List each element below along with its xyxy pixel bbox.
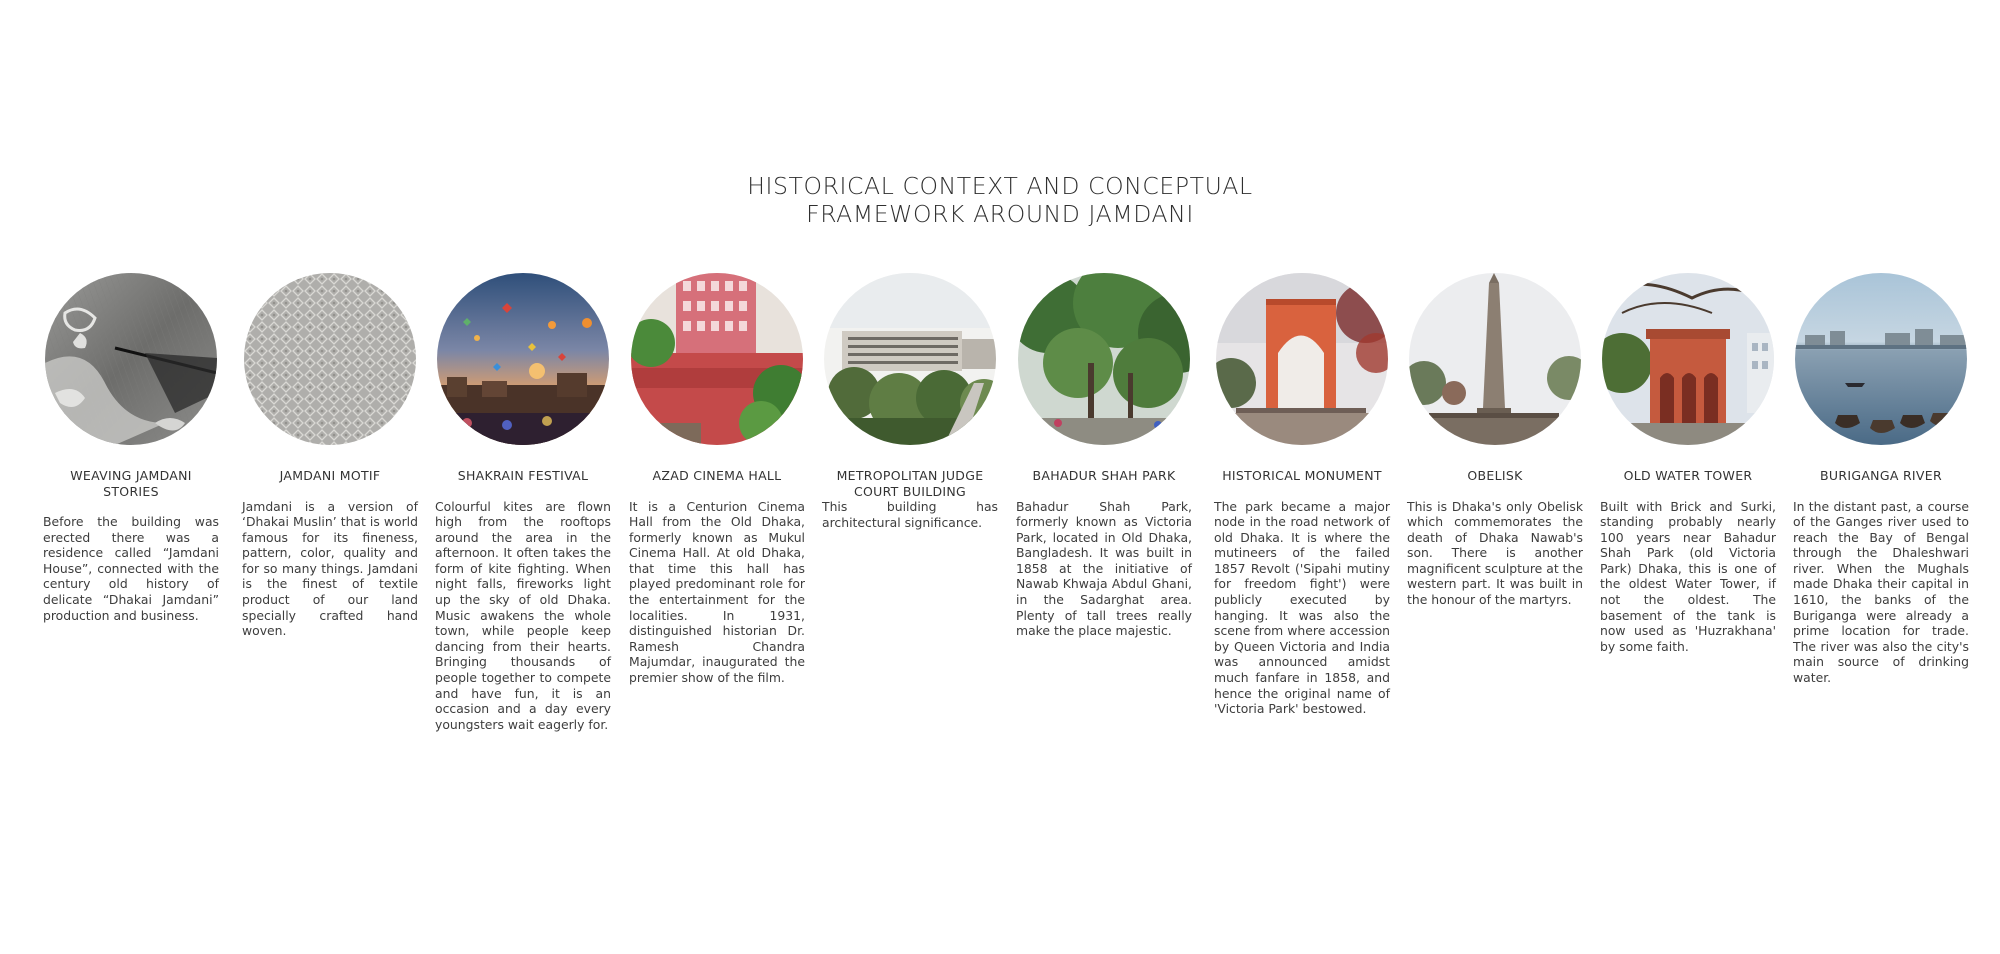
item-title: OBELISK [1467, 468, 1523, 483]
item-obelisk [1407, 273, 1583, 608]
item-shakrain-festival [435, 273, 611, 732]
item-historical-monument [1214, 273, 1390, 717]
item-title-line-1: METROPOLITAN JUDGE [836, 468, 984, 483]
jamdani-weaving-photo [45, 273, 217, 445]
item-description: Bahadur Shah Park, formerly known as Victoria Park, located in Old Dhaka, Bangladesh. It was built in 1858 at the initiative of Nawab Khwaja Abdul Ghani, in the Sadarghat area. Plenty of tall trees really make the place majestic. [1016, 498, 1192, 639]
item-azad-cinema-hall [629, 273, 805, 686]
item-old-water-tower [1600, 273, 1776, 654]
page-title-line-1: HISTORICAL CONTEXT AND CONCEPTUAL [747, 172, 1253, 200]
item-metropolitan-court [822, 273, 998, 530]
item-title: HISTORICAL MONUMENT [1222, 468, 1382, 483]
item-description: In the distant past, a course of the Ganges river used to reach the Bay of Bengal through the Dhaleshwari river. When the Mughals made Dhaka their capital in 1610, the banks of the Buriganga were already a prime location for trade. The river was also the city's main source of drinking water. [1793, 498, 1969, 686]
item-title: SHAKRAIN FESTIVAL [457, 468, 589, 483]
court-building [824, 273, 996, 445]
item-description: The park became a major node in the road network of old Dhaka. It is where the mutineers of the failed 1857 Revolt ('Sipahi mutiny for freedom fight') were publicly executed by hanging. It was also the scene from where accession by Queen Victoria and India was announced amidst much fanfare in 1858, and hence the original name of 'Victoria Park' bestowed. [1214, 498, 1390, 717]
item-description: This building has architectural significance. [822, 499, 998, 530]
page-title [0, 172, 2000, 228]
item-title [822, 468, 998, 499]
item-weaving-jamdani [43, 273, 219, 623]
park-trees [1018, 273, 1190, 445]
item-description: Colourful kites are flown high from the rooftops around the area in the afternoon. It often takes the form of kite fighting. When night falls, fireworks light up the sky of old Dhaka. Music awakens the whole town, while people keep dancing from their hearts. Bringing thousands of people together to compete and have fun, it is an occasion and a day every youngsters wait eagerly for. [435, 498, 611, 732]
page-title-line-2: FRAMEWORK AROUND JAMDANI [806, 200, 1194, 228]
azad-cinema-building [631, 273, 803, 445]
item-title: BAHADUR SHAH PARK [1032, 468, 1176, 483]
item-description: Before the building was erected there was a residence called “Jamdani House”, connected with the century old history of delicate “Dhakai Jamdani” production and business. [43, 514, 219, 623]
item-title: BURIGANGA RIVER [1820, 468, 1942, 483]
kites-festival-sky [437, 273, 609, 445]
item-description: It is a Centurion Cinema Hall from the Old Dhaka, formerly known as Mukul Cinema Hall. At old Dhaka, that time this hall has played predominant role for the entertainment for the localities. In 1931, distinguished historian Dr. Ramesh Chandra Majumdar, inaugurated the premier show of the film. [629, 498, 805, 686]
item-title: OLD WATER TOWER [1623, 468, 1753, 483]
water-tower [1602, 273, 1774, 445]
item-title: JAMDANI MOTIF [279, 468, 381, 483]
item-bahadur-shah-park [1016, 273, 1192, 639]
item-description: Jamdani is a version of ‘Dhakai Muslin’ that is world famous for its fineness, pattern, color, quality and for so many things. Jamdani is the finest of textile product of our land specially crafted hand woven. [242, 498, 418, 639]
item-title: WEAVING JAMDANI STORIES [70, 468, 192, 499]
monument-arch [1216, 273, 1388, 445]
item-title: AZAD CINEMA HALL [652, 468, 782, 483]
item-title-line-2: COURT BUILDING [853, 483, 967, 499]
obelisk [1409, 273, 1581, 445]
item-jamdani-motif [242, 273, 418, 639]
item-buriganga-river [1793, 273, 1969, 686]
item-description: This is Dhaka's only Obelisk which commemorates the death of Dhaka Nawab's son. There is another magnificent sculpture at the western part. It was built in the honour of the martyrs. [1407, 498, 1583, 608]
item-description: Built with Brick and Surki, standing probably nearly 100 years near Bahadur Shah Park (old Victoria Park) Dhaka, this is one of the oldest Water Tower, if not the oldest. The basement of the tank is now used as 'Huzrakhana' by some faith. [1600, 498, 1776, 654]
jamdani-motif-fabric [244, 273, 416, 445]
river-boats [1795, 273, 1967, 445]
